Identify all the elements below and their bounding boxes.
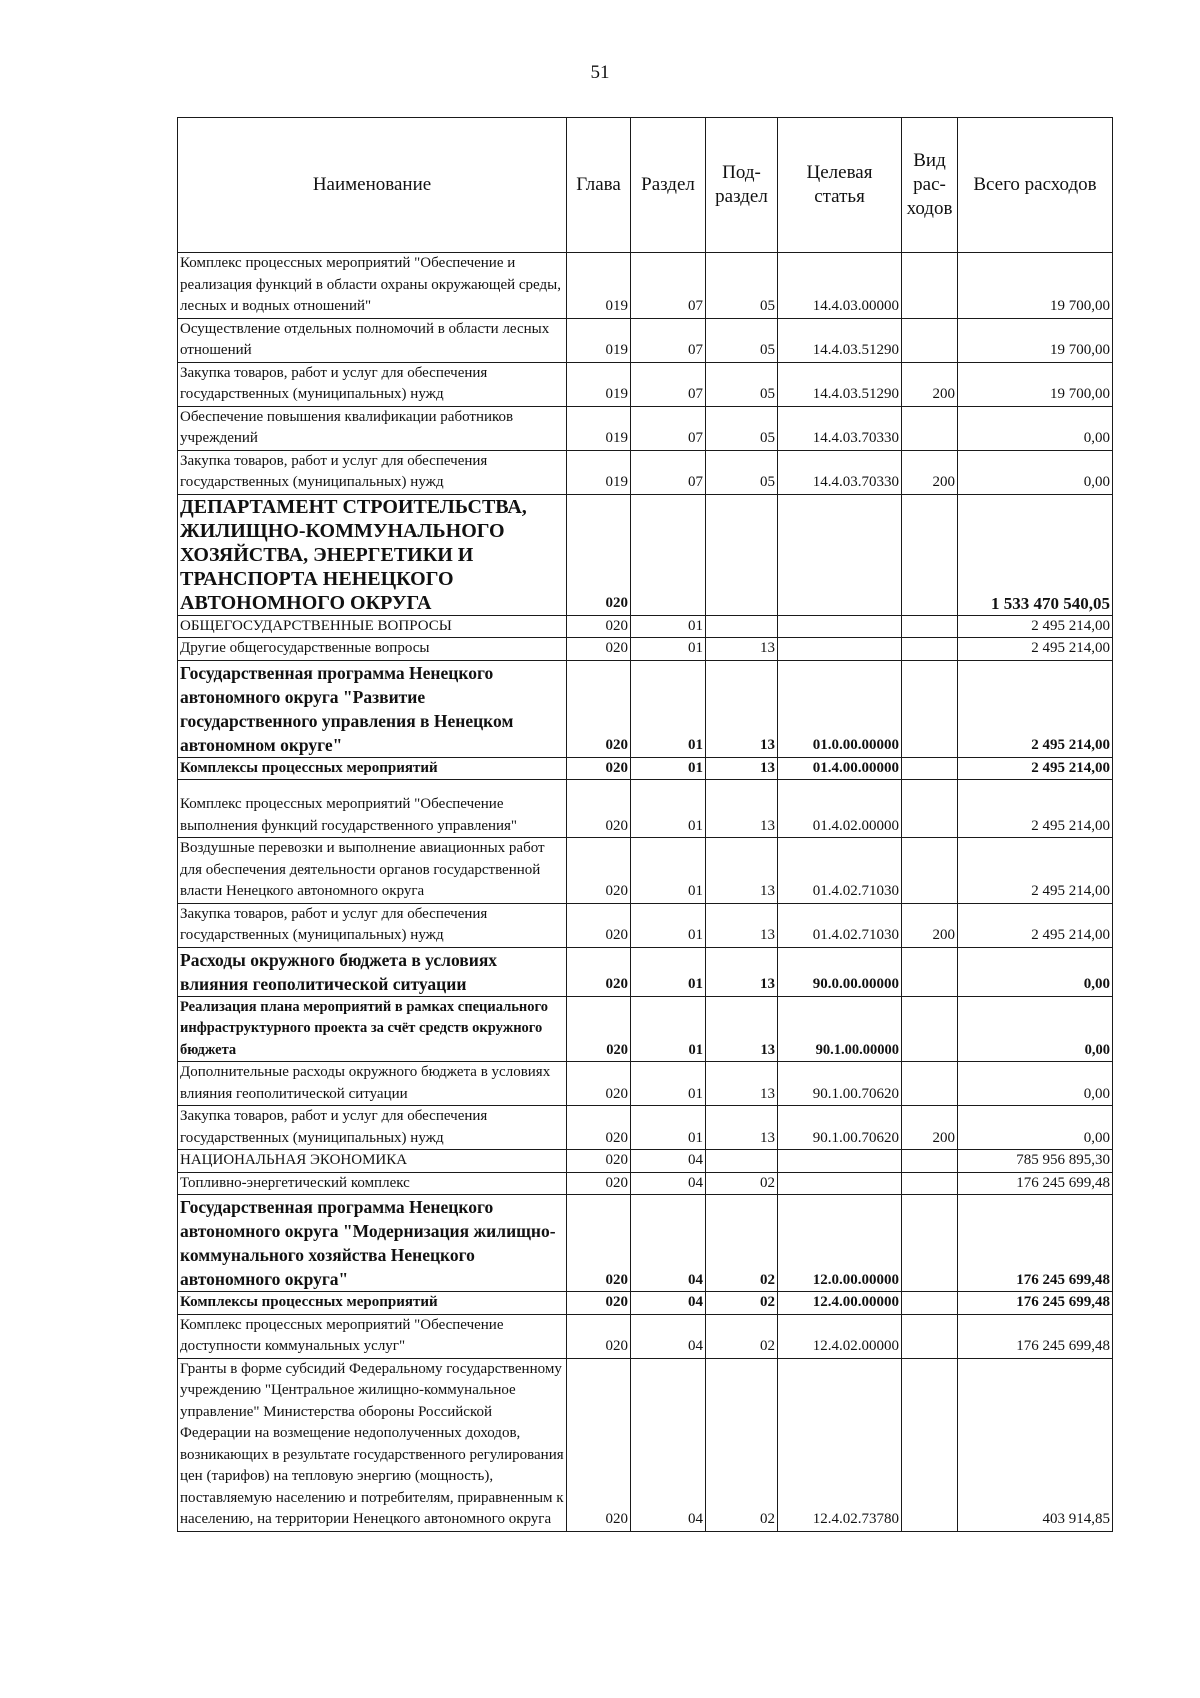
row-chapter: 020	[567, 638, 631, 661]
row-name: Расходы окружного бюджета в условиях влияния геополитической ситуации	[178, 947, 567, 996]
row-section: 01	[631, 903, 706, 947]
row-target: 01.4.02.71030	[778, 838, 902, 904]
row-section: 07	[631, 318, 706, 362]
row-kind	[902, 660, 958, 757]
row-kind	[902, 1062, 958, 1106]
table-row	[178, 1150, 1113, 1173]
row-total: 176 245 699,48	[958, 1172, 1113, 1195]
row-total: 0,00	[958, 406, 1113, 450]
row-name: ОБЩЕГОСУДАРСТВЕННЫЕ ВОПРОСЫ	[178, 615, 567, 638]
row-section: 01	[631, 947, 706, 996]
row-total: 2 495 214,00	[958, 838, 1113, 904]
table-row	[178, 450, 1113, 494]
row-target: 90.0.00.00000	[778, 947, 902, 996]
row-section: 07	[631, 406, 706, 450]
row-subsection: 13	[706, 780, 778, 838]
row-name: Гранты в форме субсидий Федеральному государственному учреждению "Центральное жилищно-коммунальное управление" Министерства обороны Российской Федерации на возмещение недополученных доходов, возникающих в результате государственного регулирования цен (тарифов) на тепловую энергию (мощность), поставляемую населению и потребителям, приравненным к населению, на территории Ненецкого автономного округа	[178, 1358, 567, 1531]
row-total: 0,00	[958, 1106, 1113, 1150]
row-target: 12.4.02.00000	[778, 1314, 902, 1358]
row-total: 0,00	[958, 1062, 1113, 1106]
row-subsection: 05	[706, 450, 778, 494]
row-chapter: 020	[567, 903, 631, 947]
row-name: Государственная программа Ненецкого автономного округа "Модернизация жилищно-коммунального хозяйства Ненецкого автономного округа"	[178, 1195, 567, 1292]
table-row	[178, 253, 1113, 319]
row-chapter: 019	[567, 450, 631, 494]
table-row	[178, 1172, 1113, 1195]
row-section: 04	[631, 1195, 706, 1292]
row-target: 14.4.03.51290	[778, 318, 902, 362]
header-kind: Вид рас-ходов	[902, 118, 958, 253]
table-row	[178, 615, 1113, 638]
row-target: 14.4.03.70330	[778, 450, 902, 494]
row-target: 01.0.00.00000	[778, 660, 902, 757]
row-kind	[902, 780, 958, 838]
budget-table	[177, 117, 1113, 1532]
row-kind	[902, 1195, 958, 1292]
row-total: 403 914,85	[958, 1358, 1113, 1531]
row-chapter: 019	[567, 406, 631, 450]
table-row-department	[178, 494, 1113, 615]
row-total: 2 495 214,00	[958, 615, 1113, 638]
row-chapter: 020	[567, 996, 631, 1062]
table-row-program	[178, 1195, 1113, 1292]
table-row	[178, 362, 1113, 406]
row-subsection: 05	[706, 362, 778, 406]
row-section: 04	[631, 1314, 706, 1358]
row-subsection: 13	[706, 757, 778, 780]
row-chapter: 020	[567, 1172, 631, 1195]
row-total: 176 245 699,48	[958, 1314, 1113, 1358]
row-section: 04	[631, 1150, 706, 1173]
row-section: 04	[631, 1172, 706, 1195]
row-chapter: 020	[567, 780, 631, 838]
row-section: 01	[631, 638, 706, 661]
row-total: 19 700,00	[958, 253, 1113, 319]
row-kind: 200	[902, 450, 958, 494]
row-subsection: 02	[706, 1292, 778, 1315]
table-row	[178, 1062, 1113, 1106]
row-name: Воздушные перевозки и выполнение авиационных работ для обеспечения деятельности органов государственной власти Ненецкого автономного округа	[178, 838, 567, 904]
row-kind	[902, 406, 958, 450]
header-section: Раздел	[631, 118, 706, 253]
header-name: Наименование	[178, 118, 567, 253]
row-target: 14.4.03.00000	[778, 253, 902, 319]
row-subsection: 13	[706, 1062, 778, 1106]
header-subsection: Под-раздел	[706, 118, 778, 253]
row-section: 01	[631, 660, 706, 757]
row-target: 12.4.00.00000	[778, 1292, 902, 1315]
row-chapter: 020	[567, 947, 631, 996]
row-section: 01	[631, 838, 706, 904]
row-kind	[902, 838, 958, 904]
row-target	[778, 638, 902, 661]
row-subsection: 05	[706, 253, 778, 319]
row-target	[778, 1172, 902, 1195]
row-name: Закупка товаров, работ и услуг для обеспечения государственных (муниципальных) нужд	[178, 362, 567, 406]
row-name: Государственная программа Ненецкого автономного округа "Развитие государственного управления в Ненецком автономном округе"	[178, 660, 567, 757]
row-chapter: 020	[567, 1150, 631, 1173]
row-subsection	[706, 1150, 778, 1173]
row-subsection: 02	[706, 1195, 778, 1292]
row-kind	[902, 253, 958, 319]
table-row-complexes	[178, 757, 1113, 780]
row-name: Топливно-энергетический комплекс	[178, 1172, 567, 1195]
table-row	[178, 1358, 1113, 1531]
row-total: 19 700,00	[958, 362, 1113, 406]
row-chapter: 020	[567, 1314, 631, 1358]
row-section: 01	[631, 780, 706, 838]
row-name: Осуществление отдельных полномочий в области лесных отношений	[178, 318, 567, 362]
row-subsection	[706, 494, 778, 615]
row-subsection: 02	[706, 1314, 778, 1358]
row-subsection: 05	[706, 318, 778, 362]
row-target: 01.4.02.71030	[778, 903, 902, 947]
row-kind	[902, 947, 958, 996]
row-total: 2 495 214,00	[958, 757, 1113, 780]
header-chapter: Глава	[567, 118, 631, 253]
row-chapter: 019	[567, 253, 631, 319]
row-kind	[902, 615, 958, 638]
row-section: 01	[631, 1106, 706, 1150]
row-name: Комплекс процессных мероприятий "Обеспечение и реализация функций в области охраны окружающей среды, лесных и водных отношений"	[178, 253, 567, 319]
page-number: 51	[590, 62, 610, 83]
row-kind	[902, 1172, 958, 1195]
row-target	[778, 615, 902, 638]
row-chapter: 020	[567, 838, 631, 904]
row-total: 0,00	[958, 947, 1113, 996]
row-subsection: 05	[706, 406, 778, 450]
row-target: 01.4.00.00000	[778, 757, 902, 780]
row-name: Комплексы процессных мероприятий	[178, 757, 567, 780]
row-total: 2 495 214,00	[958, 780, 1113, 838]
row-target: 14.4.03.70330	[778, 406, 902, 450]
row-total: 176 245 699,48	[958, 1195, 1113, 1292]
row-section: 07	[631, 362, 706, 406]
table-row	[178, 1106, 1113, 1150]
row-total: 176 245 699,48	[958, 1292, 1113, 1315]
row-name: Закупка товаров, работ и услуг для обеспечения государственных (муниципальных) нужд	[178, 903, 567, 947]
table-row	[178, 1314, 1113, 1358]
row-target: 12.4.02.73780	[778, 1358, 902, 1531]
row-target: 90.1.00.70620	[778, 1106, 902, 1150]
row-total: 19 700,00	[958, 318, 1113, 362]
row-target: 90.1.00.00000	[778, 996, 902, 1062]
row-name: Комплекс процессных мероприятий "Обеспечение выполнения функций государственного управления"	[178, 780, 567, 838]
row-section: 07	[631, 450, 706, 494]
row-total: 1 533 470 540,05	[958, 494, 1113, 615]
row-name: Реализация плана мероприятий в рамках специального инфраструктурного проекта за счёт средств окружного бюджета	[178, 996, 567, 1062]
row-chapter: 020	[567, 757, 631, 780]
row-name: Закупка товаров, работ и услуг для обеспечения государственных (муниципальных) нужд	[178, 1106, 567, 1150]
row-subsection: 02	[706, 1358, 778, 1531]
table-row-program	[178, 660, 1113, 757]
row-kind	[902, 1358, 958, 1531]
row-target: 14.4.03.51290	[778, 362, 902, 406]
row-chapter: 020	[567, 1195, 631, 1292]
row-total: 2 495 214,00	[958, 638, 1113, 661]
row-chapter: 020	[567, 615, 631, 638]
table-row	[178, 406, 1113, 450]
row-target	[778, 1150, 902, 1173]
row-subsection: 13	[706, 1106, 778, 1150]
table-row-subprogram	[178, 996, 1113, 1062]
row-section: 07	[631, 253, 706, 319]
row-total: 785 956 895,30	[958, 1150, 1113, 1173]
row-total: 2 495 214,00	[958, 903, 1113, 947]
row-subsection: 13	[706, 947, 778, 996]
row-kind	[902, 1150, 958, 1173]
row-kind	[902, 996, 958, 1062]
row-chapter: 020	[567, 1062, 631, 1106]
row-total: 2 495 214,00	[958, 660, 1113, 757]
row-section: 04	[631, 1358, 706, 1531]
row-kind	[902, 638, 958, 661]
row-chapter: 020	[567, 660, 631, 757]
table-header-row	[178, 118, 1113, 253]
row-subsection: 13	[706, 996, 778, 1062]
row-section: 01	[631, 615, 706, 638]
row-subsection: 02	[706, 1172, 778, 1195]
row-name: Комплексы процессных мероприятий	[178, 1292, 567, 1315]
table-row	[178, 638, 1113, 661]
row-subsection: 13	[706, 638, 778, 661]
row-section	[631, 494, 706, 615]
table-row	[178, 838, 1113, 904]
row-section: 01	[631, 1062, 706, 1106]
row-chapter: 020	[567, 494, 631, 615]
header-target: Целевая статья	[778, 118, 902, 253]
table-row-complexes	[178, 1292, 1113, 1315]
row-subsection	[706, 615, 778, 638]
table-row	[178, 780, 1113, 838]
table-row	[178, 318, 1113, 362]
row-kind	[902, 494, 958, 615]
row-chapter: 019	[567, 318, 631, 362]
row-name: Обеспечение повышения квалификации работников учреждений	[178, 406, 567, 450]
row-subsection: 13	[706, 660, 778, 757]
row-target: 90.1.00.70620	[778, 1062, 902, 1106]
row-name: ДЕПАРТАМЕНТ СТРОИТЕЛЬСТВА, ЖИЛИЩНО-КОММУНАЛЬНОГО ХОЗЯЙСТВА, ЭНЕРГЕТИКИ И ТРАНСПОРТА НЕНЕЦКОГО АВТОНОМНОГО ОКРУГА	[178, 494, 567, 615]
row-name: Дополнительные расходы окружного бюджета в условиях влияния геополитической ситуации	[178, 1062, 567, 1106]
row-kind	[902, 1314, 958, 1358]
row-kind	[902, 318, 958, 362]
row-name: НАЦИОНАЛЬНАЯ ЭКОНОМИКА	[178, 1150, 567, 1173]
row-chapter: 020	[567, 1358, 631, 1531]
row-chapter: 020	[567, 1106, 631, 1150]
row-kind: 200	[902, 1106, 958, 1150]
row-subsection: 13	[706, 838, 778, 904]
row-kind: 200	[902, 903, 958, 947]
row-kind: 200	[902, 362, 958, 406]
row-section: 01	[631, 757, 706, 780]
row-target	[778, 494, 902, 615]
row-total: 0,00	[958, 996, 1113, 1062]
row-target: 01.4.02.00000	[778, 780, 902, 838]
row-name: Другие общегосударственные вопросы	[178, 638, 567, 661]
row-section: 04	[631, 1292, 706, 1315]
row-target: 12.0.00.00000	[778, 1195, 902, 1292]
row-chapter: 019	[567, 362, 631, 406]
row-name: Закупка товаров, работ и услуг для обеспечения государственных (муниципальных) нужд	[178, 450, 567, 494]
row-kind	[902, 1292, 958, 1315]
row-name: Комплекс процессных мероприятий "Обеспечение доступности коммунальных услуг"	[178, 1314, 567, 1358]
row-section: 01	[631, 996, 706, 1062]
row-chapter: 020	[567, 1292, 631, 1315]
row-kind	[902, 757, 958, 780]
table-row	[178, 903, 1113, 947]
header-total: Всего расходов	[958, 118, 1113, 253]
row-total: 0,00	[958, 450, 1113, 494]
row-subsection: 13	[706, 903, 778, 947]
table-row-program	[178, 947, 1113, 996]
